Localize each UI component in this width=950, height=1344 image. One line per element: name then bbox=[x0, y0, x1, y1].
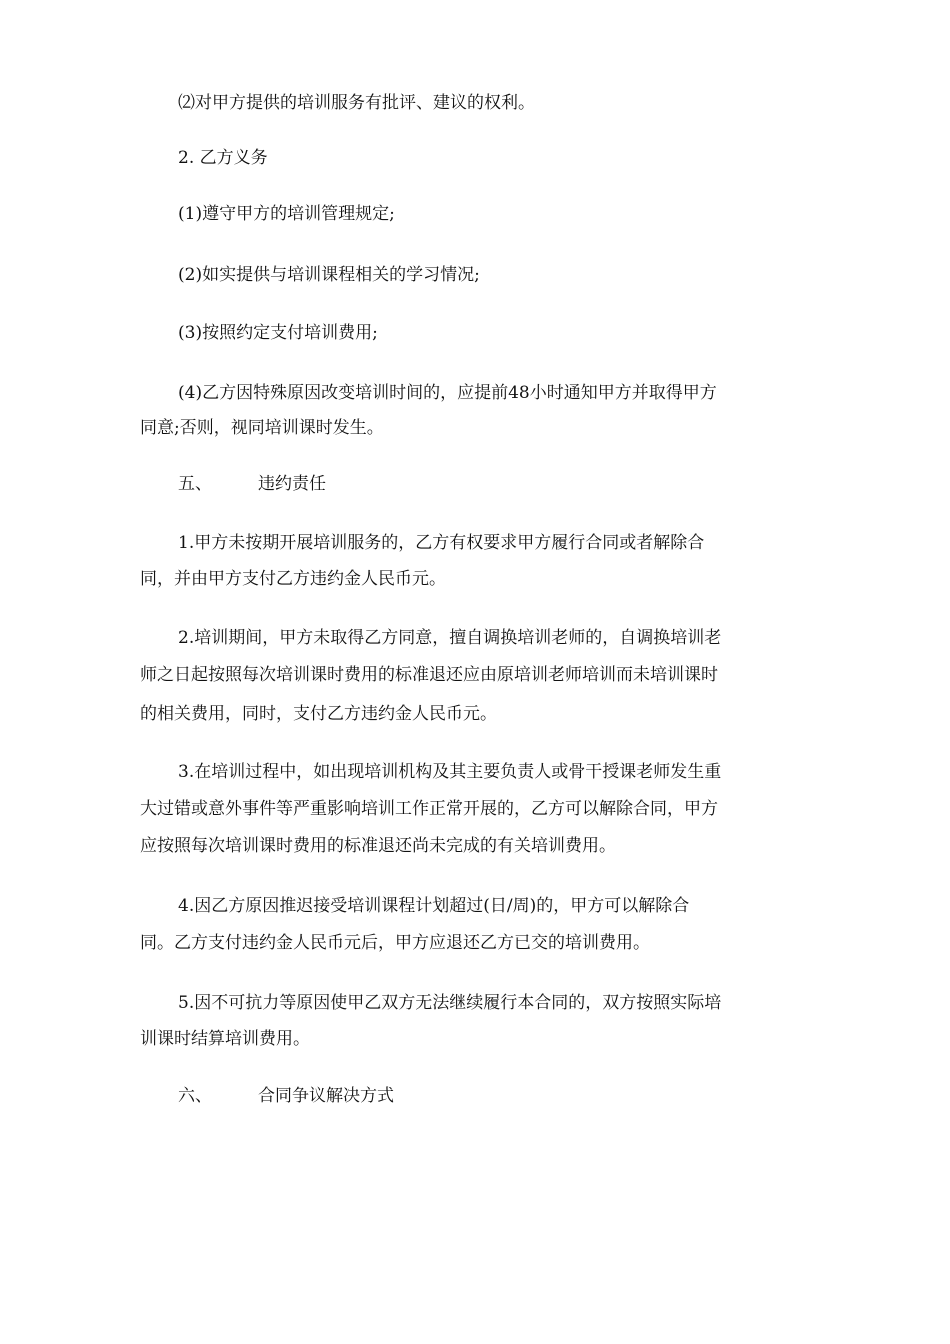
breach-1-line-1: 1.甲方未按期开展培训服务的，乙方有权要求甲方履行合同或者解除合 bbox=[178, 533, 705, 553]
breach-3-line-3: 应按照每次培训课时费用的标准退还尚未完成的有关培训费用。 bbox=[140, 836, 616, 856]
obligation-3: (3)按照约定支付培训费用; bbox=[178, 323, 378, 343]
breach-2-line-1: 2.培训期间，甲方未取得乙方同意，擅自调换培训老师的，自调换培训老 bbox=[178, 628, 722, 648]
breach-5-line-2: 训课时结算培训费用。 bbox=[140, 1029, 310, 1049]
obligation-1: (1)遵守甲方的培训管理规定; bbox=[178, 204, 395, 224]
obligation-4-line-2: 同意;否则，视同培训课时发生。 bbox=[140, 418, 384, 438]
obligation-4-line-1: (4)乙方因特殊原因改变培训时间的，应提前48小时通知甲方并取得甲方 bbox=[178, 383, 717, 403]
breach-1-line-2: 同，并由甲方支付乙方违约金人民币元。 bbox=[140, 569, 446, 589]
breach-4-line-2: 同。乙方支付违约金人民币元后，甲方应退还乙方已交的培训费用。 bbox=[140, 933, 650, 953]
breach-4-line-1: 4.因乙方原因推迟接受培训课程计划超过(日/周)的，甲方可以解除合 bbox=[178, 896, 690, 916]
section-party-b-obligations: 2. 乙方义务 bbox=[178, 148, 268, 168]
breach-5-line-1: 5.因不可抗力等原因使甲乙双方无法继续履行本合同的，双方按照实际培 bbox=[178, 993, 722, 1013]
breach-3-line-1: 3.在培训过程中，如出现培训机构及其主要负责人或骨干授课老师发生重 bbox=[178, 762, 722, 782]
section-title: 违约责任 bbox=[258, 474, 326, 494]
obligation-2: (2)如实提供与培训课程相关的学习情况; bbox=[178, 265, 480, 285]
section-number: 六、 bbox=[178, 1086, 212, 1106]
breach-3-line-2: 大过错或意外事件等严重影响培训工作正常开展的，乙方可以解除合同，甲方 bbox=[140, 799, 718, 819]
section-heading-breach bbox=[178, 474, 326, 494]
breach-2-line-2: 师之日起按照每次培训课时费用的标准退还应由原培训老师培训而未培训课时 bbox=[140, 665, 718, 685]
section-heading-dispute bbox=[178, 1086, 394, 1106]
breach-2-line-3: 的相关费用，同时，支付乙方违约金人民币元。 bbox=[140, 704, 497, 724]
section-number: 五、 bbox=[178, 474, 212, 494]
paragraph-right-2-text: ⑵对甲方提供的培训服务有批评、建议的权利。 bbox=[178, 93, 535, 113]
section-title: 合同争议解决方式 bbox=[258, 1086, 394, 1106]
